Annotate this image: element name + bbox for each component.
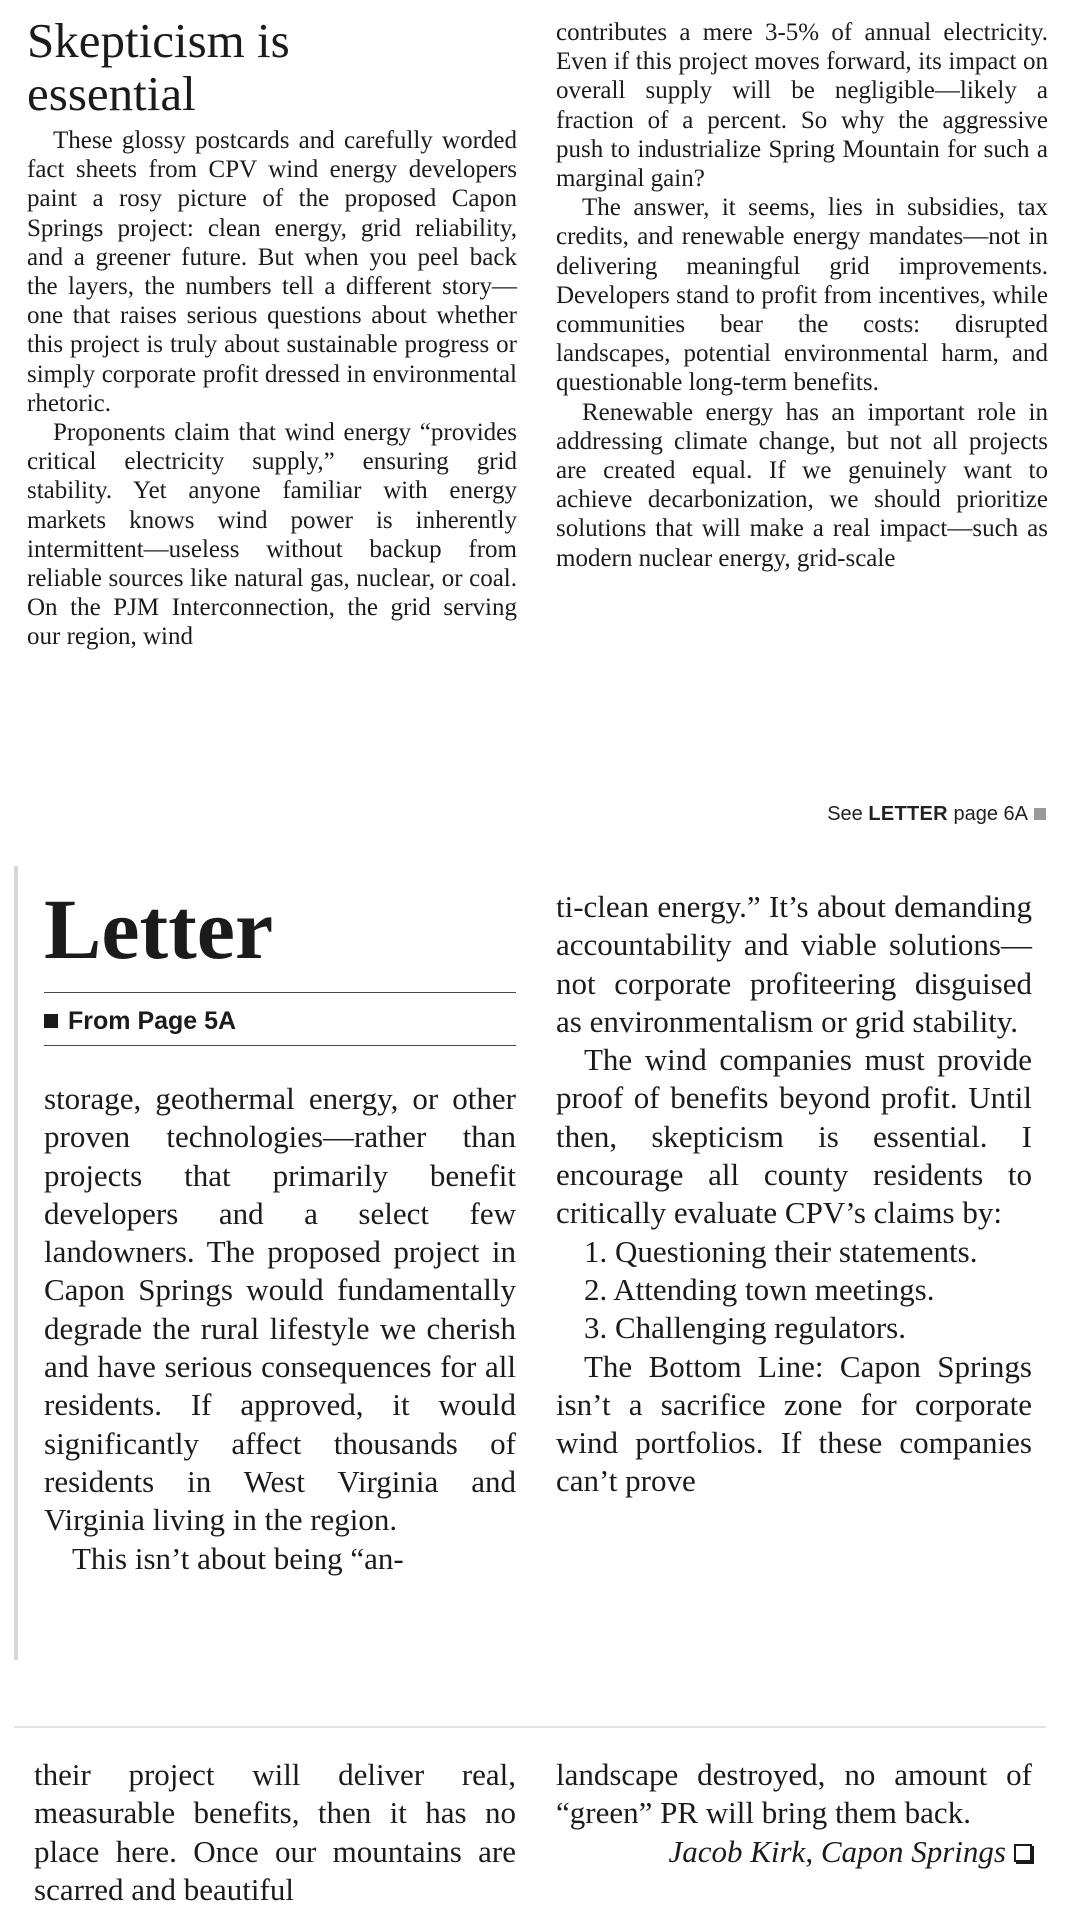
paragraph: Renewable energy has an important role in addressing climate change, but not all projects are created equal. If we genuinely want to achieve decarbonization, we should prioritize solutions that will make a real impact—such as modern nuclear energy, grid-scale xyxy=(556,398,1048,572)
left-column xyxy=(27,14,517,652)
bullet-square-icon xyxy=(44,1014,58,1028)
end-mark-icon xyxy=(1014,1844,1032,1862)
paragraph: storage, geothermal energy, or other proven technologies—rather than projects that primarily benefit developers and a select few landowners. The proposed project in Capon Springs would fundamentally degrade the rural lifestyle we cherish and have serious consequences for all residents. If approved, it would significantly affect thousands of residents in West Virginia and Virginia living in the region. xyxy=(44,1081,516,1538)
headline-line-1: Skepticism is xyxy=(27,13,290,68)
paragraph: The wind companies must provide proof of benefits beyond profit. Until then, skepticism is essential. I encourage all county residents to critically evaluate CPV’s claims by: xyxy=(556,1042,1032,1231)
letter-header xyxy=(44,881,516,977)
signature-line xyxy=(556,1833,1032,1871)
section-divider xyxy=(14,1726,1046,1728)
jump-line[interactable] xyxy=(827,800,1046,829)
square-icon xyxy=(1034,808,1046,820)
signature: Jacob Kirk, Capon Springs xyxy=(668,1833,1006,1869)
right-column-3 xyxy=(556,1756,1032,1871)
list-item: 1. Questioning their statements. xyxy=(584,1233,978,1269)
right-column xyxy=(556,18,1048,573)
list-item: 3. Challenging regulators. xyxy=(584,1310,906,1346)
headline-line-2: essential xyxy=(27,66,196,121)
from-page-label: From Page 5A xyxy=(68,1007,237,1035)
paragraph: Proponents claim that wind energy “provides critical electricity supply,” ensuring grid stability. Yet anyone familiar with energy markets knows wind power is inherently intermittent—useless without backup from reliable sources like natural gas, nuclear, or coal. On the PJM Interconnection, the grid serving our region, wind xyxy=(27,419,517,651)
divider xyxy=(44,1045,516,1046)
left-body xyxy=(27,126,517,652)
paragraph: contributes a mere 3-5% of annual electricity. Even if this project moves forward, its impact on overall supply will be negligible—likely a fraction of a percent. So why the aggressive push to industrialize Spring Mountain for such a marginal gain? xyxy=(556,19,1048,193)
paragraph: The answer, it seems, lies in subsidies, tax credits, and renewable energy mandates—not in delivering meaningful grid improvements. Developers stand to profit from incentives, while communities bear the costs: disrupted landscapes, potential environmental harm, and questionable long-term benefits. xyxy=(556,194,1048,397)
left-column-2 xyxy=(44,1080,516,1578)
jump-prefix: See xyxy=(827,803,863,825)
list-item: 2. Attending town meetings. xyxy=(584,1271,935,1307)
paragraph: The Bottom Line: Capon Springs isn’t a sacrifice zone for corporate wind portfolios. If these companies can’t prove xyxy=(556,1348,1032,1499)
jump-page: page 6A xyxy=(953,803,1028,825)
letter-title: Letter xyxy=(44,881,274,977)
right-column-2 xyxy=(556,888,1032,1501)
left-accent-bar xyxy=(14,866,18,1660)
paragraph: landscape destroyed, no amount of “green” PR will bring them back. xyxy=(556,1757,1032,1831)
jump-keyword: LETTER xyxy=(868,803,948,825)
paragraph: These glossy postcards and carefully worded fact sheets from CPV wind energy developers paint a rosy picture of the proposed Capon Springs project: clean energy, grid reliability, and a greener future. But when you peel back the layers, the numbers tell a different story—one that raises serious questions about whether this project is truly about sustainable progress or simply corporate profit dressed in environmental rhetoric. xyxy=(27,127,517,417)
paragraph: ti-clean energy.” It’s about demanding accountability and viable solutions—not corporate profiteering disguised as environmentalism or grid stability. xyxy=(556,889,1032,1039)
paragraph: This isn’t about being “an- xyxy=(72,1540,404,1576)
left-column-3 xyxy=(34,1756,516,1909)
divider xyxy=(44,992,516,993)
headline xyxy=(27,14,517,120)
from-page-line xyxy=(44,1002,236,1040)
paragraph: their project will deliver real, measurable benefits, then it has no place here. Once our mountains are scarred and beautiful xyxy=(34,1757,516,1907)
